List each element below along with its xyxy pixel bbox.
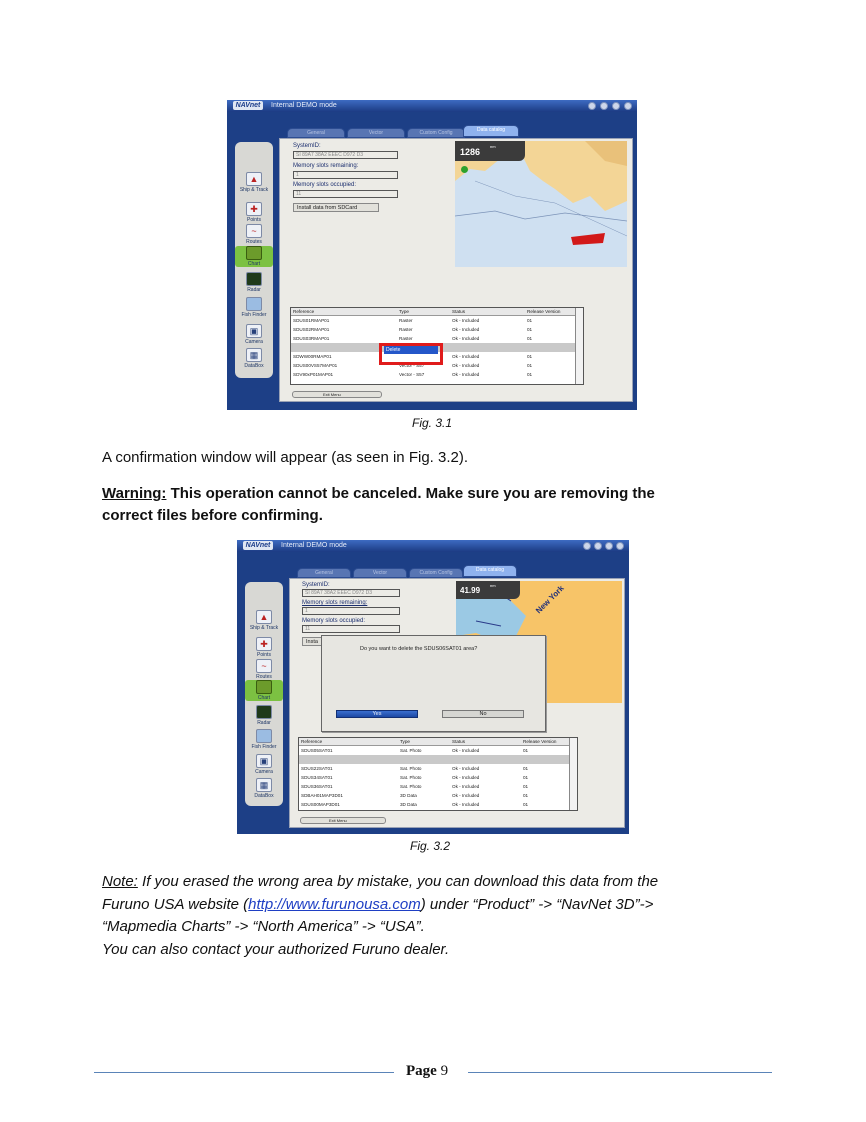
tab-custom-config[interactable]: Custom Config: [407, 128, 465, 138]
routes-icon: ~: [246, 224, 262, 238]
sidebar-item-chart[interactable]: Chart: [235, 246, 273, 267]
chart-icon: [256, 680, 272, 694]
sidebar-item-radar[interactable]: Radar: [245, 705, 283, 726]
ship-marker-icon: [461, 166, 468, 173]
system-id-field: SI 89A7 38A2 EEEC D972 D3: [293, 151, 398, 159]
radar-icon: [246, 272, 262, 286]
navnet-logo: NAVnet: [233, 101, 263, 110]
sidebar-item-fish-finder[interactable]: Fish Finder: [245, 729, 283, 750]
routes-icon: ~: [256, 659, 272, 673]
figure-3-2-caption: Fig. 3.2: [410, 839, 451, 853]
sidebar-item-routes[interactable]: ~ Routes: [246, 226, 262, 245]
table-row[interactable]: SDUS03RMAP01 Raster Ok - Included 01: [293, 336, 533, 341]
slots-remaining-field: 1: [302, 607, 400, 615]
table-row-selected[interactable]: [299, 755, 577, 764]
note-line-2: Furuno USA website (http://www.furunousa.com) under “Product” -> “NavNet 3D”->: [102, 896, 654, 913]
range-unit: nm: [490, 583, 496, 588]
sidebar-item-fish-finder[interactable]: Fish Finder: [235, 297, 273, 318]
table-row[interactable]: SDUS02RMAP01 Raster Ok - Included 01: [293, 327, 533, 332]
slots-occupied-label: Memory slots occupied:: [293, 182, 357, 188]
slots-occupied-label: Memory slots occupied:: [302, 618, 366, 624]
tab-data-catalog[interactable]: Data catalog: [463, 125, 519, 137]
system-id-field: SI 89A7 38A2 EEEC D972 D3: [302, 589, 400, 597]
table-row[interactable]: SDUS34SAT01 Sat. Photo Ok - Included 01: [301, 775, 529, 780]
range-value: 1286: [460, 147, 481, 157]
note-label: Note:: [102, 873, 138, 890]
sidebar-item-camera[interactable]: ▣ Camera: [245, 326, 263, 345]
slots-remaining-label: Memory slots remaining:: [302, 600, 368, 606]
exit-menu-button[interactable]: Exit Menu: [300, 817, 386, 824]
table-row[interactable]: SDWW00RMAP01 Ok - Included 01: [293, 354, 533, 359]
furuno-usa-link[interactable]: http://www.furunousa.com: [248, 896, 421, 913]
table-scrollbar[interactable]: [575, 308, 583, 384]
power-icon[interactable]: [588, 102, 596, 110]
sidebar-item-points[interactable]: ✚ Points: [257, 639, 271, 658]
brightness-icon[interactable]: [624, 102, 632, 110]
settings-icon[interactable]: [594, 542, 602, 550]
fish-finder-icon: [256, 729, 272, 743]
sidebar-item-ship-track[interactable]: ▲ Ship & Track: [249, 612, 279, 631]
table-row[interactable]: SDUS01RMAP01 Raster Ok - Included 01: [293, 318, 533, 323]
col-reference: Reference: [293, 309, 315, 314]
tab-general[interactable]: General: [297, 568, 351, 578]
sidebar-item-radar[interactable]: Radar: [235, 272, 273, 293]
table-row[interactable]: SDBAH01MAP3D01 3D Data Ok - Included 01: [301, 793, 529, 798]
sidebar: [245, 582, 283, 806]
figure-3-1-caption: Fig. 3.1: [412, 416, 453, 430]
app-title: Internal DEMO mode: [281, 542, 347, 549]
brightness-icon[interactable]: [616, 542, 624, 550]
col-type: Type: [400, 739, 410, 744]
sidebar-item-ship-track[interactable]: ▲ Ship & Track: [239, 174, 269, 193]
power-icon[interactable]: [583, 542, 591, 550]
table-row[interactable]: SDUS22SAT01 Sat. Photo Ok - Included 01: [301, 766, 529, 771]
tab-general[interactable]: General: [287, 128, 345, 138]
col-release-version: Release Version: [523, 739, 557, 744]
col-reference: Reference: [301, 739, 323, 744]
settings-icon[interactable]: [600, 102, 608, 110]
sidebar-item-routes[interactable]: ~ Routes: [256, 661, 272, 680]
confirmation-paragraph: A confirmation window will appear (as seen in Fig. 3.2).: [102, 449, 469, 466]
sidebar-item-points[interactable]: ✚ Points: [247, 204, 261, 223]
exit-menu-button[interactable]: Exit Menu: [292, 391, 382, 398]
table-row[interactable]: SDUS00MAP3D01 3D Data Ok - Included 01: [301, 802, 529, 807]
radar-icon: [256, 705, 272, 719]
system-id-label: SystemID:: [293, 143, 321, 149]
sidebar-item-camera[interactable]: ▣ Camera: [255, 756, 273, 775]
chart-preview: [455, 141, 627, 267]
data-catalog-table: [298, 737, 578, 811]
sidebar-item-databox[interactable]: ▦ DataBox: [244, 350, 264, 369]
warning-label: Warning:: [102, 485, 167, 502]
tab-custom-config[interactable]: Custom Config: [409, 568, 463, 578]
slots-remaining-label: Memory slots remaining:: [293, 163, 359, 169]
note-line-4: You can also contact your authorized Furuno dealer.: [102, 941, 450, 958]
note-line-1: Note: If you erased the wrong area by mistake, you can download this data from the: [102, 873, 659, 890]
footer-rule-right: [468, 1072, 772, 1073]
tab-vector[interactable]: Vector: [347, 128, 405, 138]
menu-icon[interactable]: [605, 542, 613, 550]
slots-occupied-field: 11: [293, 190, 398, 198]
title-bar: [237, 540, 629, 552]
table-header: [299, 738, 577, 746]
warning-line-2: correct files before confirming.: [102, 507, 323, 524]
install-sdcard-button[interactable]: Install data from SDCard: [293, 203, 379, 212]
page-number: Page 9: [406, 1063, 449, 1079]
table-row[interactable]: SDUS05SAT01 Sat. Photo Ok - Included 01: [301, 748, 529, 753]
camera-icon: ▣: [256, 754, 272, 768]
table-scrollbar[interactable]: [569, 738, 577, 810]
table-row[interactable]: SDUS00VS57MAP01 Vector - S57 Ok - Included 01: [293, 363, 533, 368]
data-catalog-panel: [279, 138, 633, 402]
app-title: Internal DEMO mode: [271, 102, 337, 109]
dialog-no-button[interactable]: No: [442, 710, 524, 718]
table-row[interactable]: SDUS36SAT01 Sat. Photo Ok - Included 01: [301, 784, 529, 789]
databox-icon: ▦: [256, 778, 272, 792]
menu-icon[interactable]: [612, 102, 620, 110]
install-sdcard-button[interactable]: Insta: [302, 637, 342, 646]
col-status: Status: [452, 739, 466, 744]
sidebar-item-databox[interactable]: ▦ DataBox: [254, 780, 274, 799]
ship-icon: ▲: [246, 172, 262, 186]
fish-finder-icon: [246, 297, 262, 311]
range-unit: nm: [490, 144, 496, 149]
tab-vector[interactable]: Vector: [353, 568, 407, 578]
camera-icon: ▣: [246, 324, 262, 338]
sidebar-item-chart[interactable]: Chart: [245, 680, 283, 701]
col-type: Type: [399, 309, 409, 314]
tab-data-catalog[interactable]: Data catalog: [463, 565, 517, 577]
table-row[interactable]: SDV90xP01MAP01 Vector - S57 Ok - Included 01: [293, 372, 533, 377]
note-line-3: “Mapmedia Charts” -> “North America” -> “USA”.: [102, 918, 425, 935]
col-release-version: Release Version: [527, 309, 561, 314]
databox-icon: ▦: [246, 348, 262, 362]
chart-icon: [246, 246, 262, 260]
figure-3-2-screenshot: [237, 540, 629, 834]
col-status: Status: [452, 309, 466, 314]
dialog-message: Do you want to delete the SDUS06SAT01 area?: [360, 646, 478, 652]
system-id-label: SystemID:: [302, 582, 330, 588]
confirm-dialog: [321, 635, 546, 732]
ship-icon: ▲: [256, 610, 272, 624]
range-value: 41.99: [460, 586, 481, 595]
title-bar: [227, 100, 637, 112]
sidebar: [235, 142, 273, 378]
navnet-logo: NAVnet: [243, 541, 273, 550]
footer-rule-left: [94, 1072, 394, 1073]
points-icon: ✚: [246, 202, 262, 216]
warning-line-1: Warning: This operation cannot be canceled. Make sure you are removing the: [102, 485, 655, 502]
slots-occupied-field: 11: [302, 625, 400, 633]
context-menu-delete[interactable]: Delete: [384, 346, 438, 354]
points-icon: ✚: [256, 637, 272, 651]
slots-remaining-field: 1: [293, 171, 398, 179]
table-header: [291, 308, 583, 316]
dialog-yes-button[interactable]: Yes: [336, 710, 418, 718]
figure-3-1-screenshot: [227, 100, 637, 410]
map-place-label: New York: [534, 583, 566, 616]
